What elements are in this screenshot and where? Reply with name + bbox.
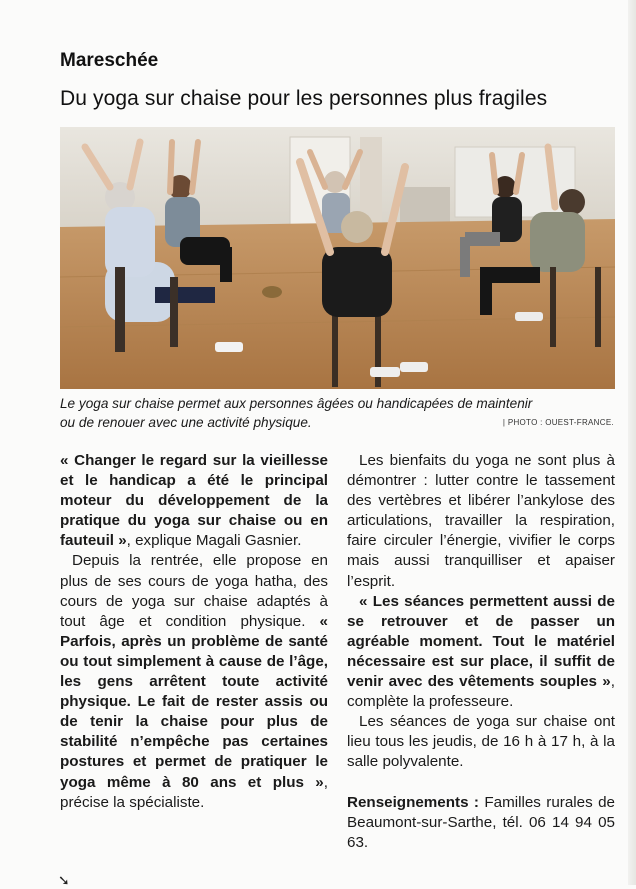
edge-arrow-icon: ➘ bbox=[58, 872, 70, 888]
caption-line-1: Le yoga sur chaise permet aux personnes âgées ou handicapées de maintenir bbox=[60, 396, 533, 411]
paragraph-1: « Changer le regard sur la vieillesse et le handicap a été le principal moteur du développement de la pratique du yoga sur chaise ou en fauteuil », explique Magali Gasnier. bbox=[60, 452, 328, 550]
article-headline: Du yoga sur chaise pour les personnes plus fragiles bbox=[60, 87, 548, 110]
article-photo bbox=[60, 127, 615, 389]
caption-line-2: ou de renouer avec une activité physique. bbox=[60, 415, 312, 430]
paragraph-3: Les bienfaits du yoga ne sont plus à démontrer : lutter contre le tassement des vertèbres et libérer l’ankylose des articulations, travailler la respiration, faire circuler l’énergie, vivifier le corps mais aussi tranquilliser et apaiser l’esprit. bbox=[347, 452, 615, 590]
quote-2: « Parfois, après un problème de santé ou tout simplement à cause de l’âge, les gens arrêtent toute activité physique. Le fait de rester assis ou de tenir la chaise pour plus de stabilité n’empêche pas certaines postures et permet de pratiquer le yoga même à 80 ans et plus » bbox=[60, 612, 328, 791]
photo-credit: | PHOTO : OUEST-FRANCE. bbox=[502, 418, 614, 427]
paragraph-4: « Les séances permettent aussi de se retrouver et de passer un agréable moment. Tout le matériel nécessaire est sur place, il suffit de venir avec des vêtements souples », complète la professeure. bbox=[347, 592, 615, 711]
article-column-right bbox=[347, 451, 615, 853]
quote-1: « Changer le regard sur la vieillesse et le handicap a été le principal moteur du développement de la pratique du yoga sur chaise ou en fauteuil » bbox=[60, 452, 328, 550]
page-edge bbox=[628, 0, 636, 885]
quote-3: « Les séances permettent aussi de se retrouver et de passer un agréable moment. Tout le matériel nécessaire est sur place, il suffit de venir avec des vêtements souples » bbox=[347, 592, 615, 691]
article-kicker: Mareschée bbox=[60, 50, 159, 71]
info-paragraph: Renseignements : Familles rurales de Beaumont-sur-Sarthe, tél. 06 14 94 05 63. bbox=[347, 793, 615, 851]
info-label: Renseignements : bbox=[347, 793, 479, 811]
paragraph-2: Depuis la rentrée, elle propose en plus de ses cours de yoga hatha, des cours de yoga sur chaise adaptés à tout âge et condition physique. « Parfois, après un problème de santé ou tout simplement à cause de l’âge, les gens arrêtent toute activité physique. Le fait de rester assis ou de tenir la chaise pour plus de stabilité n’empêche pas certaines postures et permet de pratiquer le yoga même à 80 ans et plus », précise la spécialiste. bbox=[60, 552, 328, 811]
article-column-left bbox=[60, 451, 328, 813]
paragraph-5: Les séances de yoga sur chaise ont lieu tous les jeudis, de 16 h à 17 h, à la salle polyvalente. bbox=[347, 713, 615, 771]
